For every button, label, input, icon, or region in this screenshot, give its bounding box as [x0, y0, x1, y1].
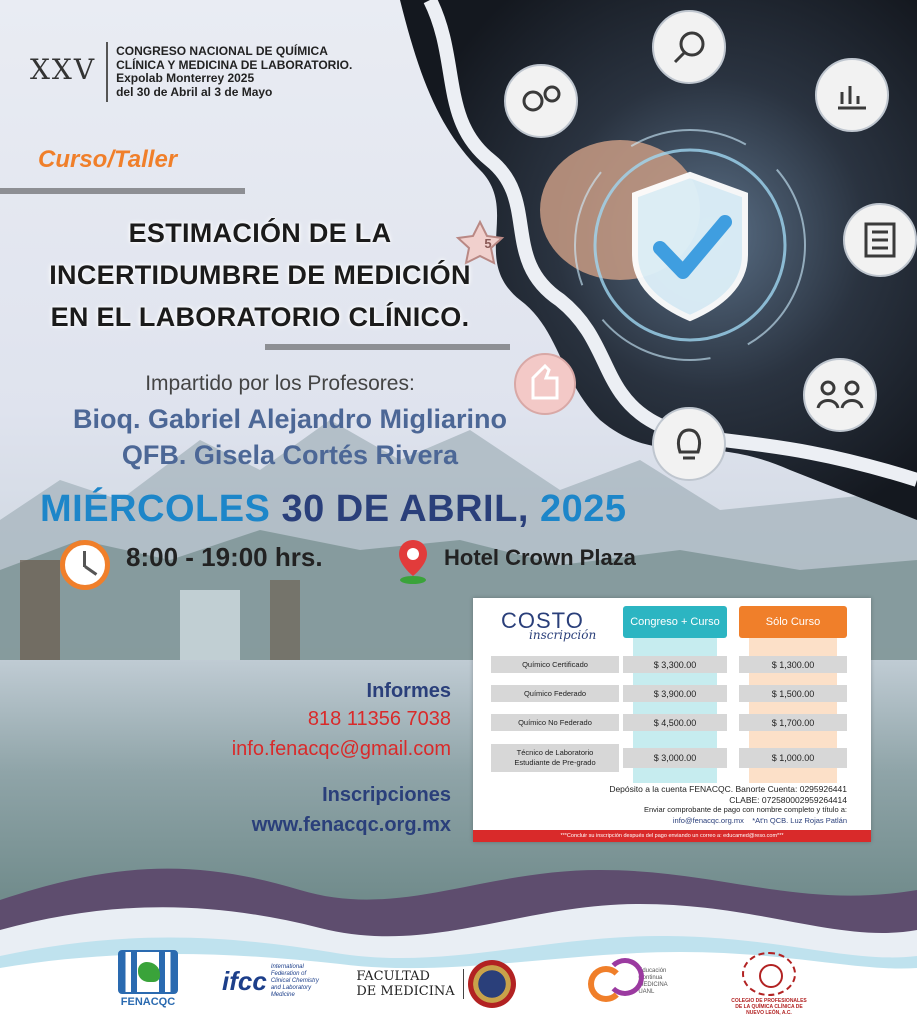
instruction-text: Enviar comprobante de pago con nombre completo y título a:: [643, 805, 847, 814]
title-line: EN EL LABORATORIO CLÍNICO.: [50, 302, 470, 332]
ifcc-mark: ifcc: [222, 965, 267, 996]
column-header-course-only: Sólo Curso: [739, 606, 847, 638]
row-label: Químico No Federado: [491, 714, 619, 731]
congress-edition: XXV: [30, 42, 108, 102]
congress-line: CLÍNICA Y MEDICINA DE LABORATORIO.: [116, 57, 353, 72]
price-cell: $ 3,900.00: [623, 685, 727, 702]
price-cell: $ 1,500.00: [739, 685, 847, 702]
efc-text: Educación Continua MEDICINA UANL: [638, 968, 668, 995]
price-cell: $ 1,000.00: [739, 748, 847, 768]
course-title: [0, 212, 520, 338]
phone-link[interactable]: 818 11356 7038: [307, 708, 451, 730]
congress-header: [30, 42, 352, 102]
presented-by-label: Impartido por los Profesores:: [145, 372, 415, 395]
fenacqc-emblem: [118, 950, 178, 994]
clabe-text: CLABE: 072580002959264414: [729, 794, 847, 805]
price-cell: $ 1,300.00: [739, 656, 847, 673]
payment-info: [547, 784, 847, 826]
informes-label: Informes: [366, 680, 451, 702]
congress-line: Expolab Monterrey 2025: [116, 71, 255, 85]
column-header-congress-course: Congreso + Curso: [623, 606, 727, 638]
date-day-month: 30 DE ABRIL: [281, 488, 518, 530]
uanl-seal-icon: [468, 960, 516, 1008]
clock-icon: [60, 540, 110, 590]
rating-badge: [468, 218, 508, 266]
account-text: Depósito a la cuenta FENACQC. Banorte Cuenta: 0295926441: [609, 784, 847, 794]
title-line: ESTIMACIÓN DE LA: [128, 218, 392, 248]
event-date: [40, 488, 627, 531]
ifcc-text: International Federation of Clinical Chemistry and Laboratory Medicine: [270, 963, 319, 998]
event-venue: Hotel Crown Plaza: [444, 545, 636, 570]
professor-name: Bioq. Gabriel Alejandro Migliarino: [72, 404, 508, 434]
price-cell: $ 3,300.00: [623, 656, 727, 673]
row-label: Químico Federado: [491, 685, 619, 702]
row-label: Químico Certificado: [491, 656, 619, 673]
date-year: 2025: [539, 488, 627, 530]
educacion-continua-logo: [588, 954, 680, 1010]
price-cell: $ 4,500.00: [623, 714, 727, 731]
fenacqc-logo: [112, 948, 184, 1010]
date-weekday: MIÉRCOLES: [40, 488, 271, 530]
attention-text: *At'n QCB. Luz Rojas Patlán: [752, 815, 847, 825]
cost-title: COSTO: [501, 608, 584, 633]
event-time: 8:00 - 19:00 hrs.: [126, 542, 323, 572]
congress-line: CONGRESO NACIONAL DE QUÍMICA: [116, 44, 328, 58]
rating-badge-text: 5: [484, 236, 492, 251]
fenacqc-label: FENACQC: [120, 996, 176, 1008]
ifcc-logo: [222, 956, 322, 1006]
congress-info: [108, 45, 352, 99]
date-comma: ,: [517, 488, 529, 530]
title-line: INCERTIDUMBRE DE MEDICIÓN: [49, 260, 471, 290]
divider: [265, 344, 510, 350]
cost-table: [473, 598, 871, 842]
facultad-line: DE MEDICINA: [356, 984, 455, 999]
email-link[interactable]: info.fenacqc@gmail.com: [231, 738, 451, 760]
colegio-text: COLEGIO DE PROFESIONALES DE LA QUÍMICA CLÍNICA DE NUEVO LEÓN, A.C.: [731, 998, 807, 1016]
cost-subtitle: inscripción: [529, 628, 597, 642]
event-type: Curso/Taller: [38, 146, 178, 173]
congress-line: del 30 de Abril al 3 de Mayo: [116, 84, 273, 99]
efc-emblem: [588, 956, 638, 1008]
price-cell: $ 3,000.00: [623, 748, 727, 768]
payment-email-link[interactable]: info@fenacqc.org.mx: [672, 815, 744, 825]
location-pin-icon: [396, 538, 430, 586]
registration-note: ***Concluir su inscripción después del pago enviando un correo a: educamed@reso.com***: [473, 830, 871, 842]
professor-name: QFB. Gisela Cortés Rivera: [121, 440, 459, 470]
inscripciones-label: Inscripciones: [322, 784, 451, 806]
colegio-logo: [728, 950, 810, 1018]
website-link[interactable]: www.fenacqc.org.mx: [251, 814, 451, 836]
colegio-seal-icon: [742, 952, 796, 996]
row-label: Técnico de Laboratorio Estudiante de Pre-grado: [491, 744, 619, 772]
price-cell: $ 1,700.00: [739, 714, 847, 731]
facultad-line: FACULTAD: [356, 969, 430, 984]
facultad-medicina-logo: [355, 966, 465, 1002]
divider: [0, 188, 245, 194]
